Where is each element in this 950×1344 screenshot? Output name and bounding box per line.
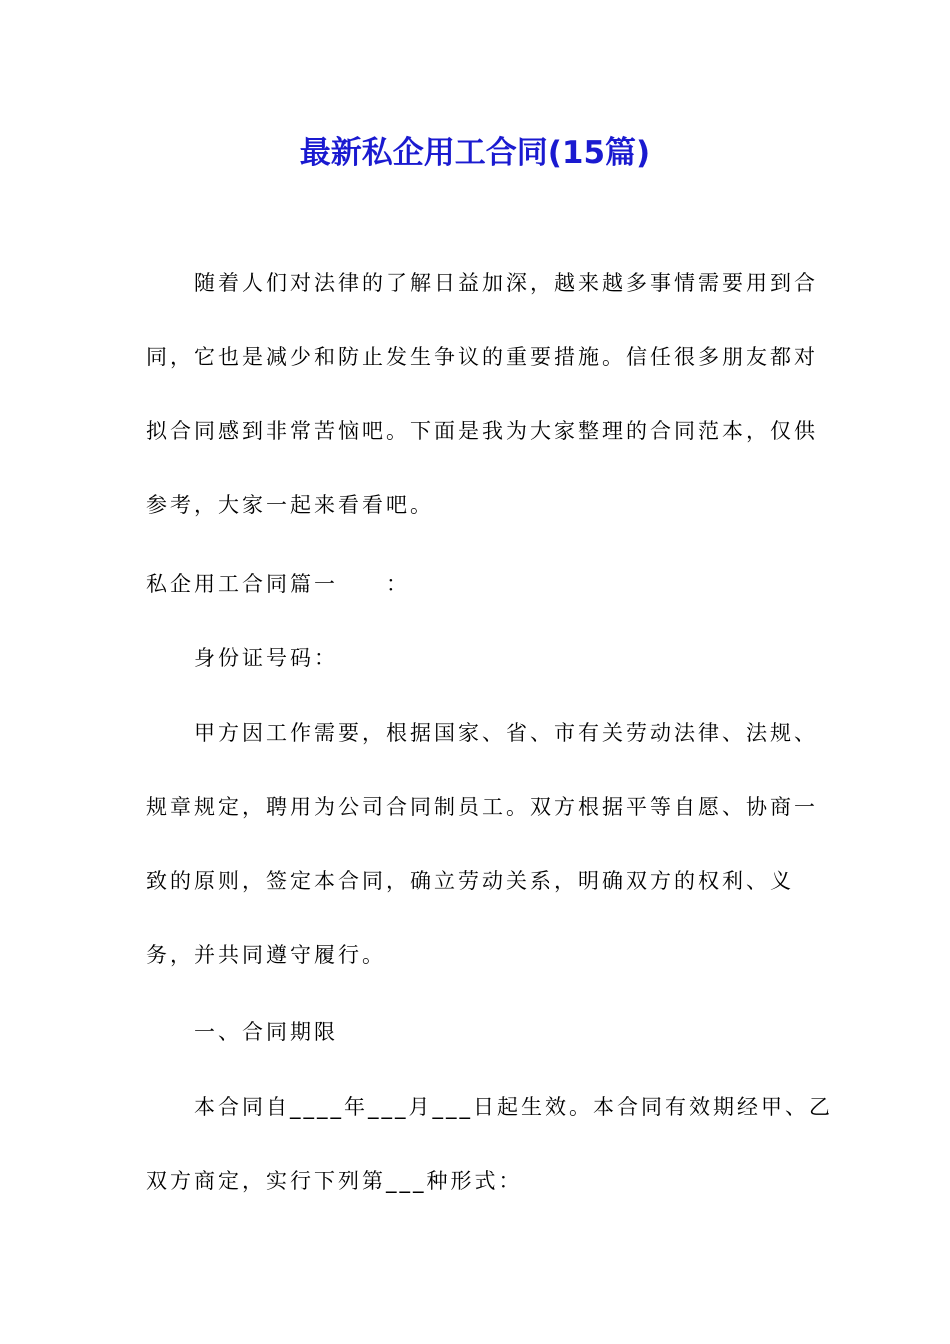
term-paragraph: 本合同自____年___月___日起生效。本合同有效期经甲、乙双方商定，实行下列第___种形式： (146, 1095, 833, 1193)
section-heading: 私企用工合同篇一 ： (146, 572, 410, 596)
body-paragraph: 甲方因工作需要，根据国家、省、市有关劳动法律、法规、规章规定，聘用为公司合同制员工。双方根据平等自愿、协商一致的原则，签定本合同，确立劳动关系，明确双方的权利、义务，并共同遵守履行。 (146, 721, 818, 967)
document-title: 最新私企用工合同(15篇) (299, 135, 651, 171)
intro-paragraph: 随着人们对法律的了解日益加深，越来越多事情需要用到合同，它也是减少和防止发生争议的重要措施。信任很多朋友都对拟合同感到非常苦恼吧。下面是我为大家整理的合同范本，仅供参考，大家一起来看看吧。 (146, 271, 818, 517)
clause-heading: 一、合同期限 (194, 1020, 338, 1044)
id-number-label: 身份证号码： (194, 646, 338, 670)
